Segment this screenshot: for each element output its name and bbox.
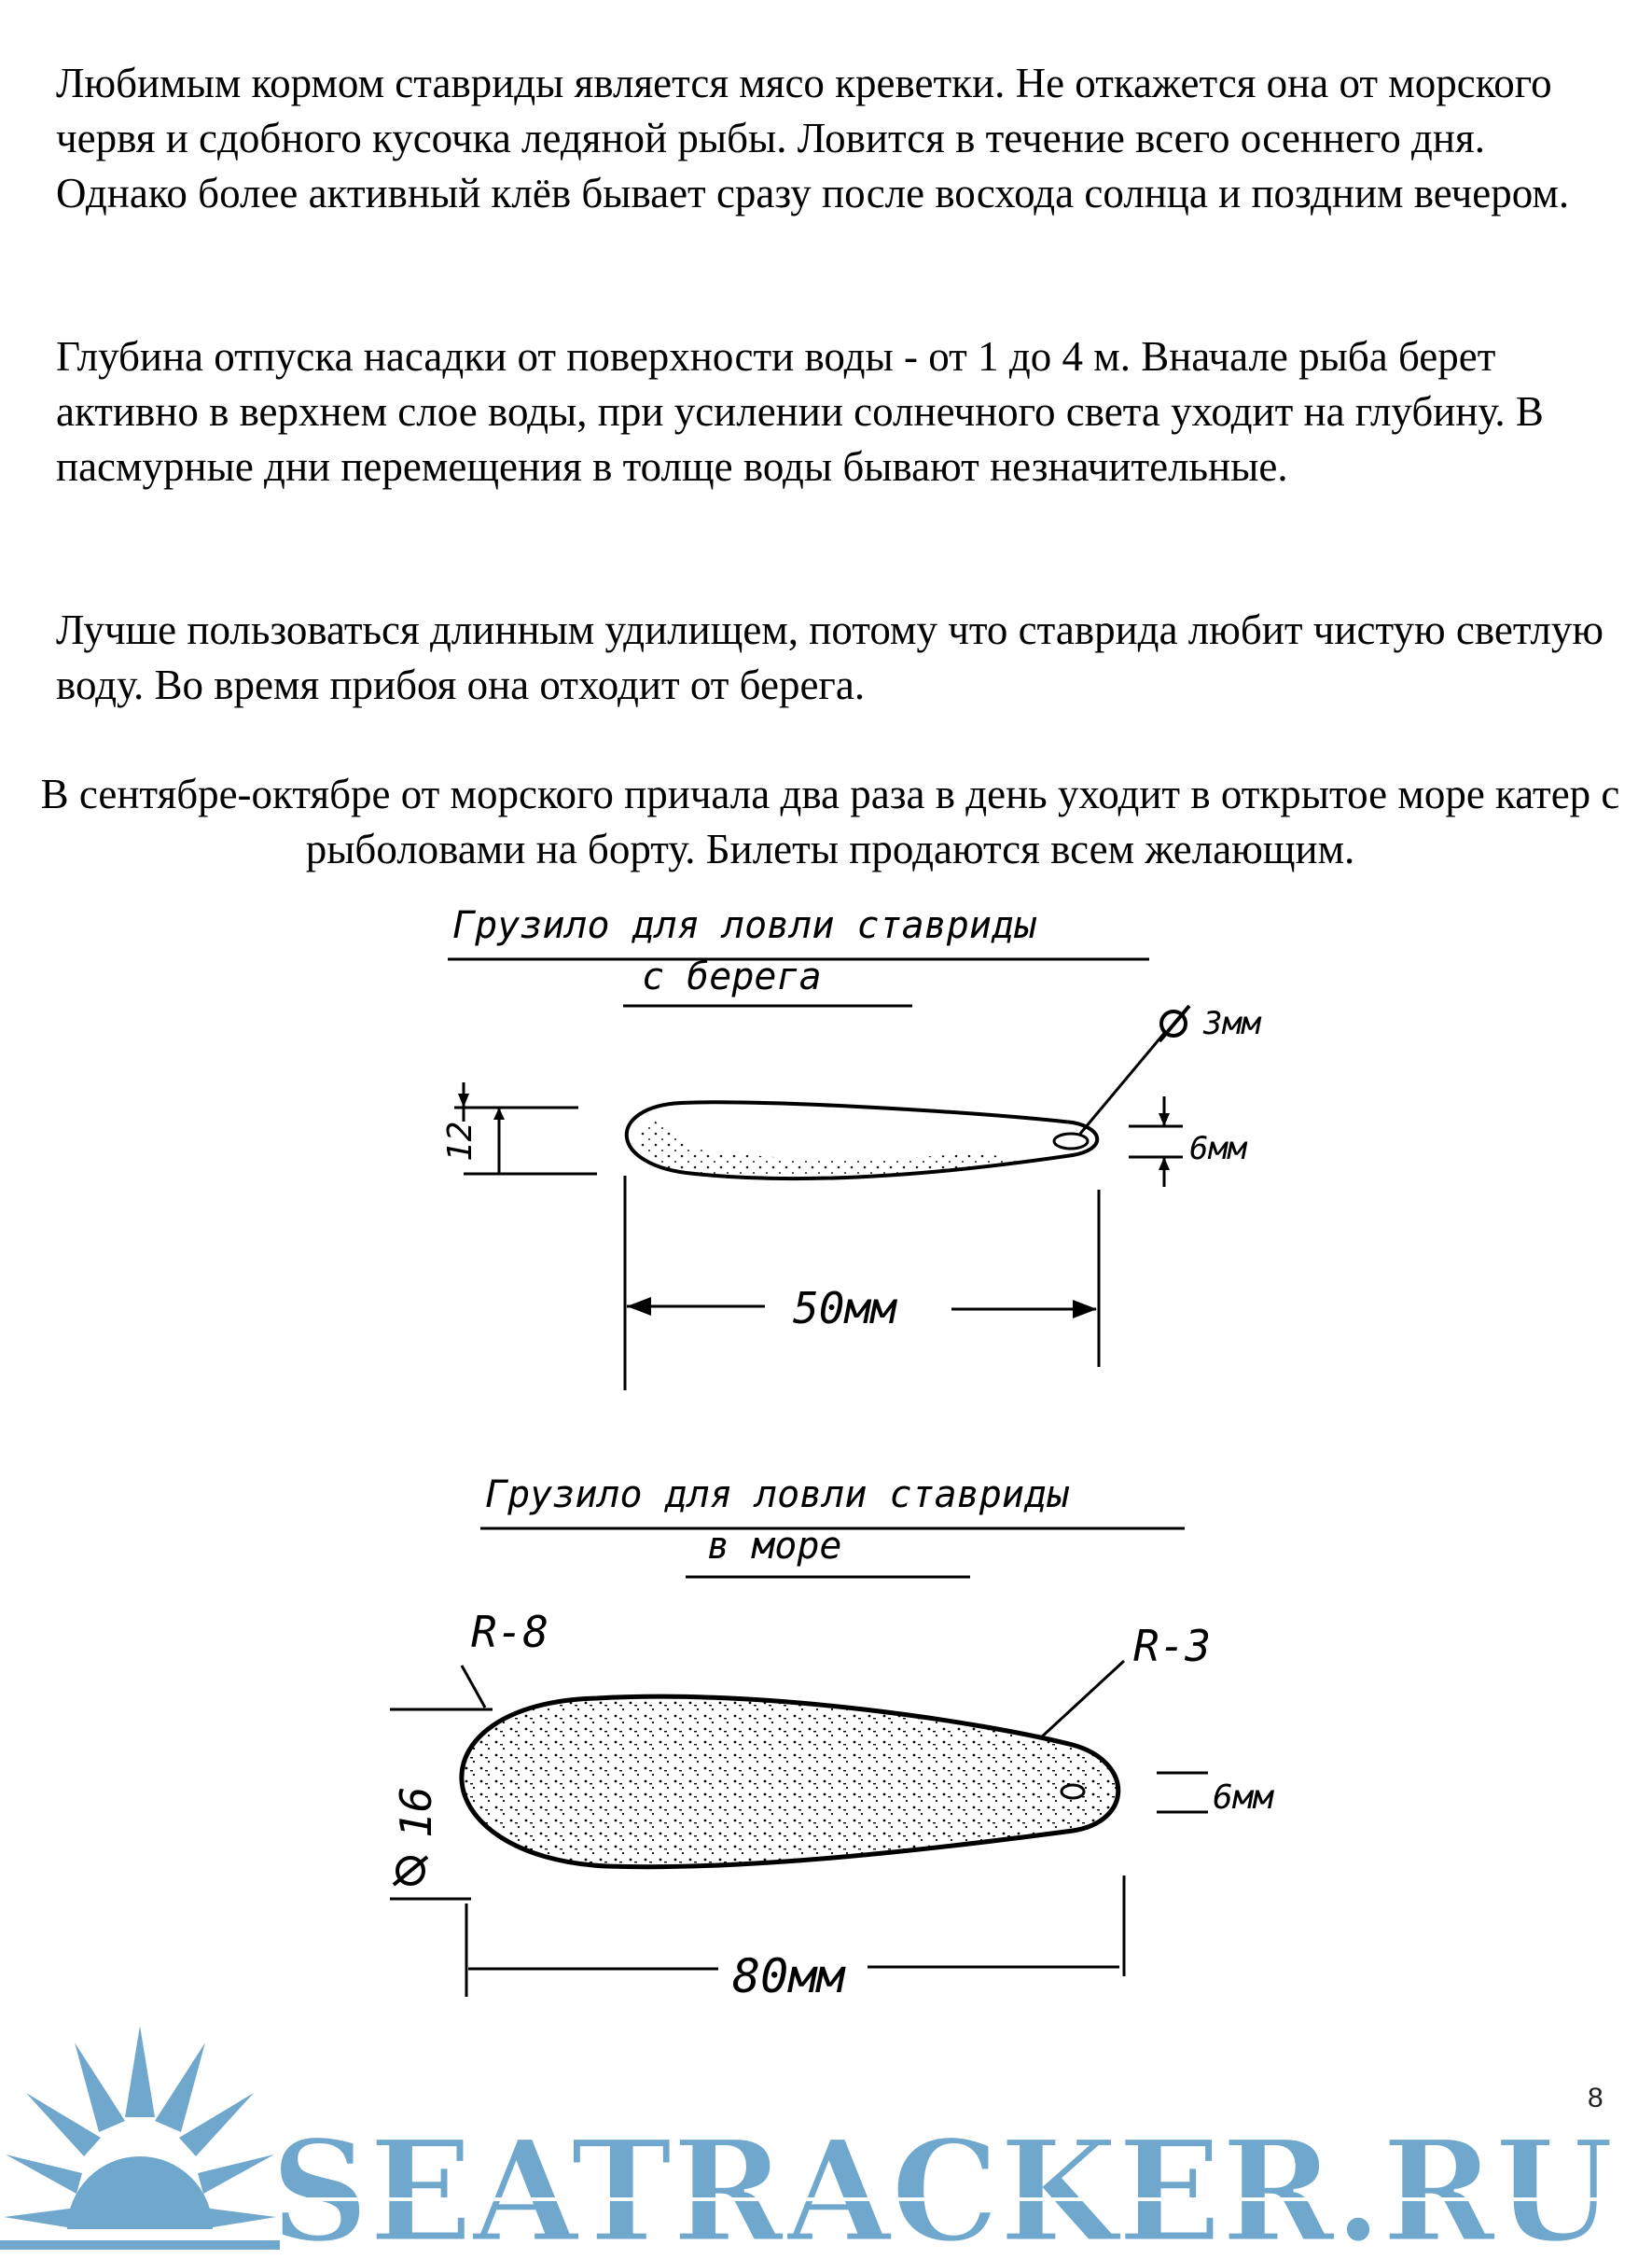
diagram2-hole-offset: 6мм <box>1213 1778 1274 1817</box>
diagram1-title-line2: с берега <box>642 955 822 998</box>
paragraph-rod: Лучше пользоваться длинным удилищем, потому что ставрида любит чистую светлую воду. Во время прибоя она отходит от берега. <box>56 607 1603 708</box>
diagram-shore-sinker <box>0 896 1652 1418</box>
paragraph-bait: Любимым кормом ставриды является мясо креветки. Не откажется она от морского червя и сдобного кусочка ледяной рыбы. Ловится в течение всего осеннего дня. Однако более активный клёв бывает сразу после восхода солнца и поздним вечером. <box>56 60 1570 216</box>
diagram2-radius-left: R-8 <box>471 1607 549 1657</box>
diagram1-height: 12 <box>441 1121 479 1162</box>
diagram2-diameter: 16 <box>391 1786 441 1838</box>
sea-sinker-hole <box>1062 1785 1084 1798</box>
logo-text: SEATRACKER.RU <box>271 2110 1614 2259</box>
diagram1-hole-offset: 6мм <box>1189 1130 1247 1167</box>
sea-sinker-body <box>462 1696 1118 1866</box>
diagram2-radius-right: R-3 <box>1133 1621 1212 1671</box>
diagram1-length: 50мм <box>793 1283 896 1333</box>
diagram1-hole-diameter: 3мм <box>1203 1005 1261 1042</box>
diagram1-title-line1: Грузило для ловли ставриды <box>452 904 1037 947</box>
diagram2-title-line1: Грузило для ловли ставриды <box>485 1473 1070 1516</box>
diagram-sea-sinker <box>0 1465 1652 2025</box>
sun-icon <box>0 2026 280 2250</box>
diagram2-title-line2: в море <box>707 1525 842 1568</box>
page-number: 8 <box>1588 2083 1603 2113</box>
diagram2-length: 80мм <box>732 1949 845 2003</box>
paragraph-boat: В сентябре-октябре от морского причала два раза в день уходит в открытое море катер с рыболовами на борту. Билеты продаются всем желающим. <box>40 771 1620 872</box>
seatracker-logo <box>0 2016 1652 2259</box>
paragraph-depth: Глубина отпуска насадки от поверхности воды - от 1 до 4 м. Вначале рыба берет активно в верхнем слое воды, при усилении солнечного света уходит на глубину. В пасмурные дни перемещения в толще воды бывают незначительные. <box>56 333 1544 490</box>
shore-sinker-hole <box>1054 1134 1088 1149</box>
